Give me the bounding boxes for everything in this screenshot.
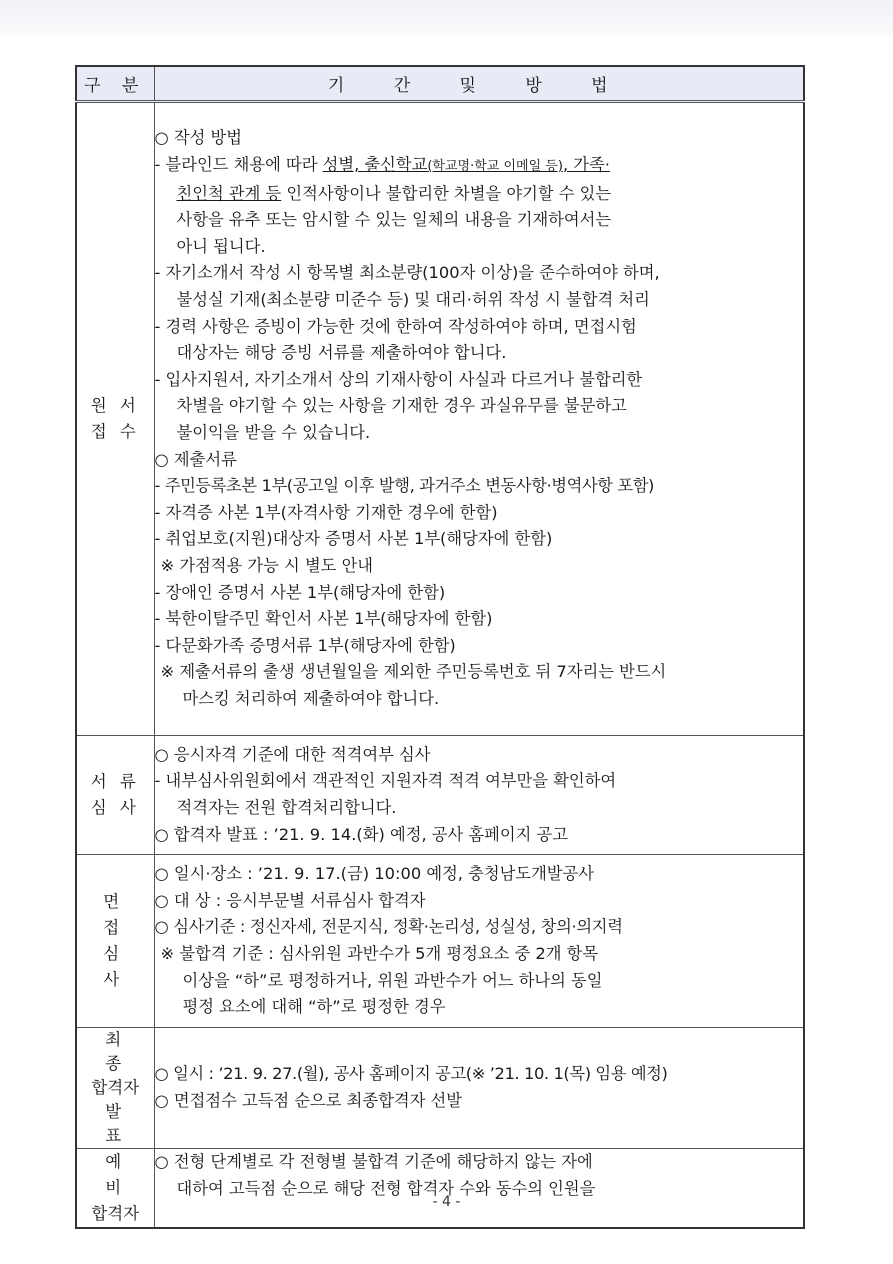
- row-category: [76, 736, 154, 855]
- category-line: 서 류: [90, 772, 140, 791]
- content-line: 대하여 고득점 순으로 해당 전형 합격자 수와 동수의 인원을: [176, 1178, 596, 1198]
- underlined-text: , 가족·: [562, 155, 610, 175]
- content-line: - 다문화가족 증명서류 1부(해당자에 한함): [154, 635, 456, 655]
- category-line: 최 종: [105, 1030, 144, 1073]
- row-category: [76, 855, 154, 1028]
- content-line: ○ 대 상 : 응시부문별 서류심사 합격자: [154, 890, 426, 910]
- content-line: - 입사지원서, 자기소개서 상의 기재사항이 사실과 다르거나 불합리한: [154, 369, 643, 389]
- category-line: 심 사: [90, 798, 140, 817]
- content-line: ○ 심사기준 : 정신자세, 전문지식, 정확·논리성, 성실성, 창의·의지력: [154, 917, 623, 937]
- row-content: [154, 736, 804, 855]
- content-line: 이상을 “하”로 평정하거나, 위원 과반수가 어느 하나의 동일: [182, 970, 603, 990]
- content-line: - 취업보호(지원)대상자 증명서 사본 1부(해당자에 한함): [154, 529, 553, 549]
- content-line: ※ 제출서류의 출생 생년월일을 제외한 주민등록번호 뒤 7자리는 반드시: [160, 662, 667, 682]
- page-number: - 4 -: [432, 1194, 461, 1210]
- content-line: - 자기소개서 작성 시 항목별 최소분량(100자 이상)을 준수하여야 하며,: [154, 263, 660, 283]
- underlined-text: 성별, 출신학교: [322, 155, 428, 175]
- content-line: - 자격증 사본 1부(자격사항 기재한 경우에 한함): [154, 502, 498, 522]
- row-content: [154, 1149, 804, 1229]
- category-line: 예 비: [105, 1152, 144, 1197]
- table-header-row: [76, 66, 804, 102]
- content-line: ○ 일시 : ’21. 9. 27.(월), 공사 홈페이지 공고(※ ’21. 10. 1(목) 임용 예정): [154, 1064, 668, 1084]
- content-line: [155, 152, 804, 181]
- table-row-final-announcement: [76, 1028, 804, 1149]
- content-line: 대상자는 해당 증빙 서류를 제출하여야 합니다.: [176, 343, 507, 363]
- table-row-application: [76, 102, 804, 736]
- category-line: 면 접: [103, 892, 138, 937]
- content-line: 불성실 기재(최소분량 미준수 등) 및 대리·허위 작성 시 불합격 처리: [176, 290, 650, 310]
- content-line: ○ 면접점수 고득점 순으로 최종합격자 선발: [154, 1091, 462, 1110]
- content-line: - 장애인 증명서 사본 1부(해당자에 한함): [154, 582, 446, 602]
- content-line: - 내부심사위원회에서 객관적인 지원자격 적격 여부만을 확인하여: [154, 771, 617, 791]
- scan-top-band: [0, 0, 893, 36]
- content-line: ※ 가점적용 가능 시 별도 안내: [160, 555, 374, 575]
- content-line: - 경력 사항은 증빙이 가능한 것에 한하여 작성하여야 하며, 면접시험: [154, 316, 637, 336]
- category-line: 원 서: [90, 396, 140, 415]
- header-period-method: 기 간 및 방 법: [154, 66, 804, 102]
- content-line: 마스킹 처리하여 제출하여야 합니다.: [182, 688, 440, 708]
- content-line: [155, 181, 804, 208]
- content-line: 차별을 야기할 수 있는 사항을 기재한 경우 과실유무를 불문하고: [176, 396, 627, 416]
- underlined-small-text: (학교명·학교 이메일 등): [427, 159, 563, 175]
- content-line: ※ 불합격 기준 : 심사위원 과반수가 5개 평정요소 중 2개 항목: [160, 944, 599, 963]
- recruitment-schedule-table: [75, 65, 805, 1229]
- category-line: 합격자: [91, 1204, 140, 1223]
- table-row-interview: [76, 855, 804, 1028]
- content-line: 적격자는 전원 합격처리합니다.: [176, 798, 397, 817]
- row-content: [154, 102, 804, 736]
- header-category: 구 분: [76, 66, 154, 102]
- row-content: [154, 1028, 804, 1149]
- text: - 블라인드 채용에 따라: [154, 155, 323, 175]
- category-line: 접 수: [90, 422, 140, 441]
- text: 인적사항이나 불합리한 차별을 야기할 수 있는: [281, 183, 612, 203]
- table-row-reserve-candidates: [76, 1149, 804, 1229]
- content-line: ○ 제출서류: [154, 449, 237, 469]
- row-category: [76, 1028, 154, 1149]
- row-category: [76, 1149, 154, 1229]
- category-line: 발 표: [105, 1102, 144, 1145]
- content-line: 불이익을 받을 수 있습니다.: [176, 423, 371, 442]
- content-line: ○ 작성 방법: [154, 128, 242, 148]
- content-line: ○ 응시자격 기준에 대한 적격여부 심사: [154, 744, 431, 764]
- content-line: 아니 됩니다.: [176, 236, 266, 256]
- table-row-document-review: [76, 736, 804, 855]
- content-line: 평정 요소에 대해 “하”로 평정한 경우: [182, 997, 446, 1017]
- category-line: 심 사: [103, 944, 138, 989]
- content-line: - 주민등록초본 1부(공고일 이후 발행, 과거주소 변동사항·병역사항 포함): [154, 476, 654, 496]
- content-line: 사항을 유추 또는 암시할 수 있는 일체의 내용을 기재하여서는: [176, 210, 612, 230]
- row-category: [76, 102, 154, 736]
- content-line: ○ 일시·장소 : ’21. 9. 17.(금) 10:00 예정, 충청남도개발공사: [154, 864, 594, 884]
- content-line: ○ 합격자 발표 : ’21. 9. 14.(화) 예정, 공사 홈페이지 공고: [154, 824, 568, 844]
- category-line: 합격자: [91, 1078, 140, 1097]
- content-line: - 북한이탈주민 확인서 사본 1부(해당자에 한함): [154, 609, 493, 629]
- content-line: ○ 전형 단계별로 각 전형별 불합격 기준에 해당하지 않는 자에: [154, 1152, 593, 1171]
- underlined-text: 친인척 관계 등: [176, 183, 282, 203]
- row-content: [154, 855, 804, 1028]
